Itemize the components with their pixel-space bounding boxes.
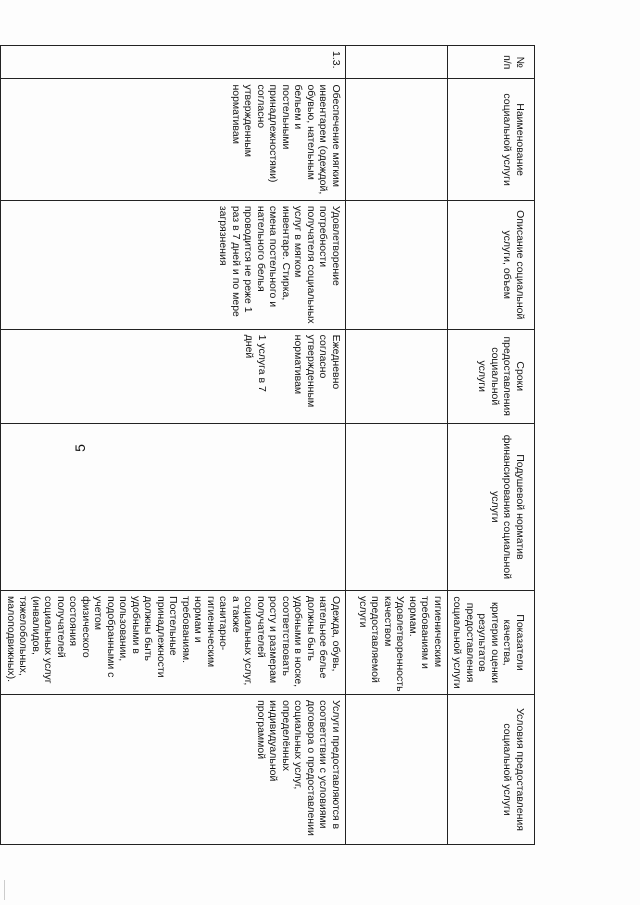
rotated-table-stage bbox=[5, 45, 535, 845]
cont-cell-3 bbox=[346, 200, 448, 329]
table-row bbox=[1, 46, 346, 845]
cont-cell-4 bbox=[346, 329, 448, 423]
row-quality: Одежда, обувь, нательное белье должны быть удобными в носке, соответствовать росту и размерам получателей социальных услуг, а также санитарно-гигиеническим нормам и требованиям. Постельные принадлежности должны быть удобными в пользовании, подобранными с учетом физического состояния получателей социальных услуг (инвалидов, тяжелобольных, малоподвижных). bbox=[1, 591, 346, 695]
services-table bbox=[1, 45, 536, 845]
cont-cell-1 bbox=[346, 46, 448, 79]
header-terms: Сроки предоставления социальной услуги bbox=[448, 329, 535, 423]
row-description: Удовлетворение потребности получателя социальных услуг в мягком инвентаре. Стирка, смена постельного и нательного белья проводится не реже 1 раз в 7 дней и по мере загрязнения bbox=[1, 200, 346, 329]
row-terms bbox=[1, 329, 346, 423]
cont-quality-cell: гигиеническим требованиям и нормам. Удовлетворенность качеством предоставляемой услуги bbox=[346, 591, 448, 695]
continuation-row bbox=[346, 46, 448, 845]
row-term-1: Ежедневно согласно утвержденным нормативам bbox=[292, 334, 342, 408]
header-service-name: Наименование социальной услуги bbox=[448, 79, 535, 200]
cont-cell-5 bbox=[346, 423, 448, 590]
page-number: 5 bbox=[71, 444, 88, 452]
header-quality: Показатели качества, критерии оценки результатов предоставления социальной услуги bbox=[448, 591, 535, 695]
table-header-row bbox=[448, 46, 535, 845]
row-number: 1.3. bbox=[1, 46, 346, 79]
row-norm bbox=[1, 423, 346, 590]
cont-cell-2 bbox=[346, 79, 448, 200]
header-conditions: Условия предоставления социальной услуги bbox=[448, 695, 535, 845]
row-service-name: Обеспечение мягким инвентарем (одеждой, обувью, нательным бельем и постельными принадлежностями) согласно утвержденным нормативам bbox=[1, 79, 346, 200]
header-number: № п/п bbox=[448, 46, 535, 79]
cont-cell-7 bbox=[346, 695, 448, 845]
row-conditions: Услуги предоставляются в соответствии с условиями договора о предоставлении социальных услуг, определённых индивидуальной программой bbox=[1, 695, 346, 845]
row-term-2: 1 услуга в 7 дней bbox=[243, 334, 268, 392]
header-description: Описание социальной услуги, объем bbox=[448, 200, 535, 329]
header-norm: Подушевой норматив финансирования социальной услуги bbox=[448, 423, 535, 590]
scan-edge-mark bbox=[4, 880, 5, 900]
